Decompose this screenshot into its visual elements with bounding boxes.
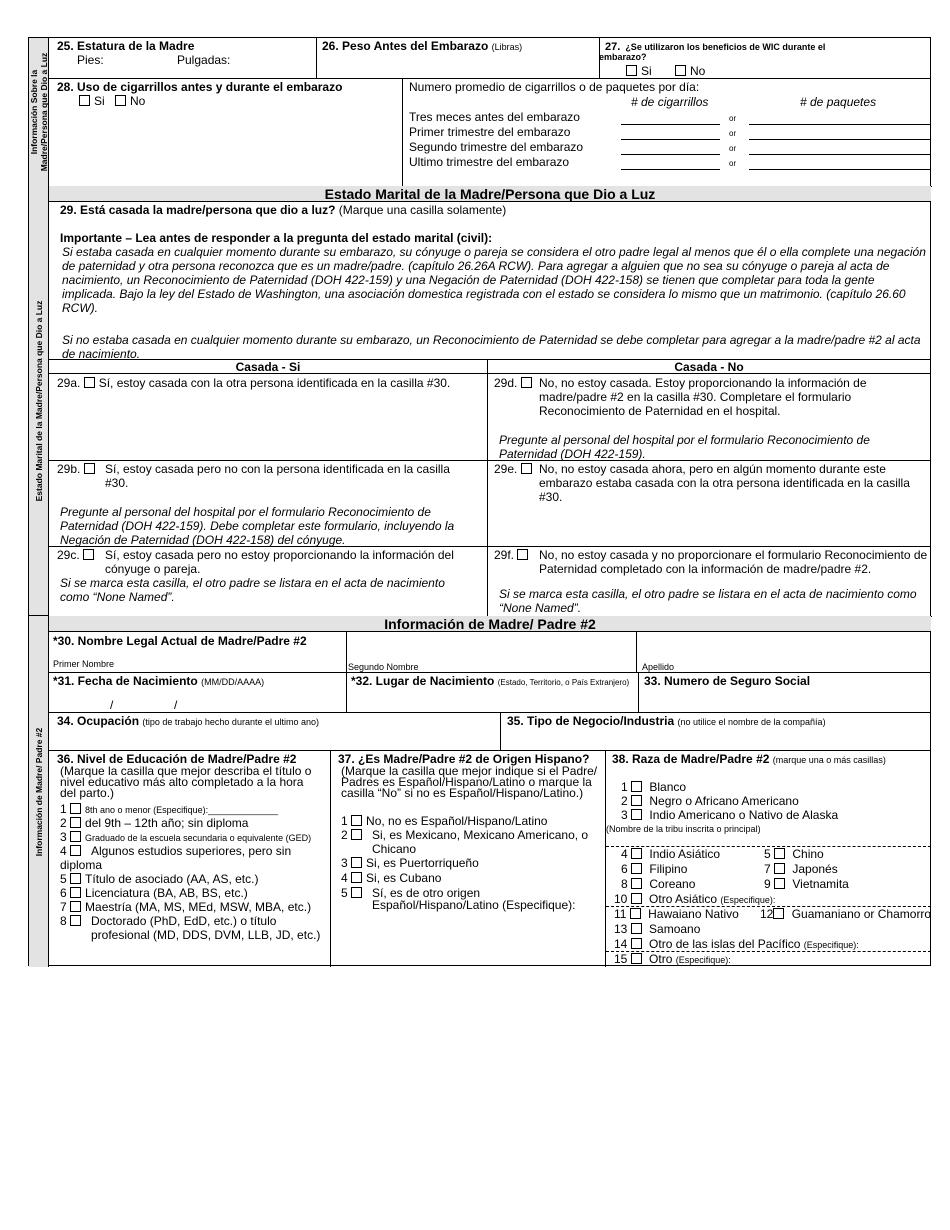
q35-label: 35. Tipo de Negocio/Industria (no utilice el nombre de la compañía): [507, 714, 826, 728]
q28-period-3: Segundo trimestre del embarazo: [409, 140, 584, 154]
q37-title: 37. ¿Es Madre/Padre #2 de Origen Hispano?: [338, 752, 590, 766]
option-29f-text: No, no estoy casada y no proporcionare el formulario Reconocimiento de Paternidad completado con la información de madre/padre #2.: [539, 548, 928, 576]
q26-label: 26. Peso Antes del Embarazo (Libras): [322, 39, 523, 53]
q37-option-3-checkbox[interactable]: [351, 857, 362, 868]
q28-col-cigarettes: # de cigarrillos: [631, 95, 709, 109]
q38-option-3[interactable]: 3 Indio Americano o Nativo de Alaska: [621, 808, 839, 822]
option-29b-text: Sí, estoy casada pero no con la persona identificada en la casilla #30.: [105, 462, 450, 490]
q36-option-1-checkbox[interactable]: [70, 803, 81, 814]
q37-note: (Marque la casilla que mejor indique si el Padre/ Padres es Español/Hispano/Latino o marque la casilla “No” si no es Español/Hispano/Latino.): [341, 764, 598, 800]
q36-option-8[interactable]: 8: [60, 914, 85, 928]
q38-option-9[interactable]: 9 Vietnamita: [764, 877, 849, 891]
q37-option-5[interactable]: 5: [341, 886, 366, 900]
q36-option-8-checkbox[interactable]: [70, 915, 81, 926]
q25-label: 25. Estatura de la Madre: [57, 39, 195, 53]
q27-question-cont: embarazo?: [599, 52, 647, 62]
q37-option-2[interactable]: 2: [341, 828, 366, 842]
option-29b-note: Pregunte al personal del hospital por el formulario Reconocimiento de Paternidad (DOH 422-159). Debe completar este formulario, incluyendo la Negación de Paternidad (DOH 422-158) del cónyuge.: [60, 505, 455, 547]
q36-option-4-text: Algunos estudios superiores, pero sin diploma: [60, 844, 292, 872]
q38-option-7[interactable]: 7 Japonés: [764, 862, 838, 876]
q28-pack-field-2[interactable]: [749, 139, 931, 140]
q31-label: *31. Fecha de Nacimiento (MM/DD/AAAA): [53, 674, 265, 688]
q38-option-5[interactable]: 5 Chino: [764, 847, 824, 861]
q37-option-2-checkbox[interactable]: [351, 829, 362, 840]
q38-tribe-label: (Nombre de la tribu inscrita o principal): [606, 824, 761, 834]
option-29c-note: Si se marca esta casilla, el otro padre se listara en el acta de nacimiento como “None Named”.: [60, 576, 445, 604]
q38-option-1[interactable]: 1 Blanco: [621, 780, 687, 794]
q36-option-2[interactable]: 2 del 9th – 12th año; sin diploma: [60, 816, 249, 830]
q30-middle-name[interactable]: Segundo Nombre: [348, 662, 419, 672]
q31-date-slash-2: /: [174, 698, 178, 712]
q38-option-4[interactable]: 4 Indio Asiático: [621, 847, 721, 861]
q37-option-1-checkbox[interactable]: [351, 815, 362, 826]
q28-cig-field-4[interactable]: [621, 169, 720, 170]
q28-period-2: Primer trimestre del embarazo: [409, 125, 571, 139]
q36-option-6-checkbox[interactable]: [70, 887, 81, 898]
option-29d-text: No, no estoy casada. Estoy proporcionando la información de madre/padre #2 en la casilla #30. Completare el formulario Reconocimiento de Paternidad en el hospital.: [539, 376, 867, 418]
q37-option-4[interactable]: 4 Si, es Cubano: [341, 871, 442, 885]
q36-option-5-checkbox[interactable]: [70, 873, 81, 884]
option-29b[interactable]: 29b.: [57, 462, 99, 476]
q38-option-8[interactable]: 8 Coreano: [621, 877, 696, 891]
marital-important: Importante – Lea antes de responder a la pregunta del estado marital (civil):: [60, 231, 493, 245]
q27-yes[interactable]: Si: [626, 64, 652, 78]
q36-option-6[interactable]: 6 Licenciatura (BA, AB, BS, etc.): [60, 886, 248, 900]
q28-no[interactable]: No: [115, 94, 145, 108]
q34-label: 34. Ocupación (tipo de trabajo hecho durante el ultimo ano): [57, 714, 319, 728]
q38-option-13-checkbox[interactable]: [631, 923, 642, 934]
q28-cig-field-3[interactable]: [621, 154, 720, 155]
q38-option-11-checkbox[interactable]: [630, 908, 641, 919]
q30-first-name[interactable]: Primer Nombre: [53, 659, 115, 669]
q30-label: *30. Nombre Legal Actual de Madre/Padre #2: [53, 634, 307, 648]
q28-yes[interactable]: Si: [79, 94, 105, 108]
29d-checkbox[interactable]: [521, 377, 532, 388]
q38-option-5-checkbox[interactable]: [774, 848, 785, 859]
q25-inches-label: Pulgadas:: [177, 53, 231, 67]
q38-title: 38. Raza de Madre/Padre #2 (marque una o más casillas): [612, 752, 886, 766]
option-29f-note: Si se marca esta casilla, el otro padre se listara en el acta de nacimiento como “None Named”.: [499, 587, 917, 615]
q28-label: 28. Uso de cigarrillos antes y durante el embarazo: [57, 80, 343, 94]
q28-cig-field-2[interactable]: [621, 139, 720, 140]
q37-option-1[interactable]: 1 No, no es Español/Hispano/Latino: [341, 814, 548, 828]
option-29e[interactable]: 29e.: [494, 462, 536, 476]
q28-pack-field-1[interactable]: [749, 124, 931, 125]
q36-option-2-checkbox[interactable]: [70, 817, 81, 828]
q28-yes-checkbox[interactable]: [79, 95, 90, 106]
parent2-band-title: Información de Madre/ Padre #2: [49, 616, 931, 632]
q28-cig-field-1[interactable]: [621, 124, 720, 125]
q28-period-4: Ultimo trimestre del embarazo: [409, 155, 570, 169]
29e-checkbox[interactable]: [521, 463, 532, 474]
q38-option-7-checkbox[interactable]: [774, 863, 785, 874]
q37-option-2-text: Si, es Mexicano, Mexicano Americano, o Chicano: [372, 828, 589, 856]
q38-option-6[interactable]: 6 Filipino: [621, 862, 688, 876]
q28-period-1: Tres meces antes del embarazo: [409, 110, 580, 124]
option-29c[interactable]: 29c.: [57, 548, 98, 562]
q38-option-6-checkbox[interactable]: [631, 863, 642, 874]
q38-option-8-checkbox[interactable]: [631, 878, 642, 889]
q38-option-2-checkbox[interactable]: [631, 795, 642, 806]
q25-feet-label: Pies:: [77, 53, 104, 67]
section-label-parent2: Información de Madre/ Padre #2: [29, 616, 49, 967]
29c-checkbox[interactable]: [83, 549, 94, 560]
q28-or-3: or: [729, 144, 737, 153]
q33-label: 33. Numero de Seguro Social: [644, 674, 811, 688]
29a-checkbox[interactable]: [84, 377, 95, 388]
q38-option-14-checkbox[interactable]: [631, 938, 642, 949]
q32-label: *32. Lugar de Nacimiento (Estado, Territorio, o País Extranjero): [351, 674, 630, 688]
section-label-marital: Estado Marital de la Madre/Persona que Dio a Luz: [29, 186, 49, 616]
marital-band-title: Estado Marital de la Madre/Persona que Dio a Luz: [49, 186, 931, 202]
form-page: [28, 37, 931, 966]
q38-option-15[interactable]: 15 Otro (Especifique):: [614, 952, 731, 966]
q38-option-15-checkbox[interactable]: [631, 953, 642, 964]
q38-option-1-checkbox[interactable]: [631, 781, 642, 792]
q27-label: 27. ¿Se utilizaron los beneficios de WIC durante el: [605, 41, 826, 53]
q37-option-4-checkbox[interactable]: [351, 872, 362, 883]
option-29d-note: Pregunte al personal del hospital por el formulario Reconocimiento de Paternidad (DOH 422-159).: [499, 433, 870, 461]
q28-or-1: or: [729, 114, 737, 123]
q28-pack-field-3[interactable]: [749, 154, 931, 155]
q38-option-10[interactable]: 10 Otro Asiático (Especifique):: [614, 892, 776, 906]
option-29d[interactable]: 29d.: [494, 376, 536, 390]
q27-no[interactable]: No: [675, 64, 705, 78]
q38-option-4-checkbox[interactable]: [631, 848, 642, 859]
q37-option-5-text: Sí, es de otro origen Español/Hispano/Latino (Especifique):: [372, 886, 576, 912]
q36-title: 36. Nivel de Educación de Madre/Padre #2: [57, 752, 297, 766]
q38-option-12[interactable]: 12 Guamaniano or Chamorro: [760, 907, 932, 921]
q29-question: 29. Está casada la madre/persona que dio a luz? (Marque una casilla solamente): [60, 203, 507, 217]
q38-option-9-checkbox[interactable]: [774, 878, 785, 889]
option-29c-text: Sí, estoy casada pero no estoy proporcionando la información del cónyuge o pareja.: [105, 548, 454, 576]
q38-option-11[interactable]: 11 Hawaiano Nativo: [614, 907, 739, 921]
q36-option-5[interactable]: 5 Título de asociado (AA, AS, etc.): [60, 872, 259, 886]
option-29e-text: No, no estoy casada ahora, pero en algún momento durante este embarazo estaba casada con la otra persona identificada en la casilla #30.: [539, 462, 910, 504]
q28-no-checkbox[interactable]: [115, 95, 126, 106]
q36-option-1[interactable]: 1 8th ano o menor (Especifique):______________: [60, 802, 279, 816]
marital-col-yes: Casada - Si: [235, 360, 301, 374]
q38-option-2[interactable]: 2 Negro o Africano Americano: [621, 794, 799, 808]
q36-option-8-text: Doctorado (PhD, EdD, etc.) o título profesional (MD, DDS, DVM, LLB, JD, etc.): [91, 914, 321, 942]
q36-option-7[interactable]: 7 Maestría (MA, MS, MEd, MSW, MBA, etc.): [60, 900, 312, 914]
q28-or-2: or: [729, 129, 737, 138]
q37-option-5-checkbox[interactable]: [351, 887, 362, 898]
q36-option-4[interactable]: 4: [60, 844, 85, 858]
q36-option-3-checkbox[interactable]: [70, 831, 81, 842]
q27-no-checkbox[interactable]: [675, 65, 686, 76]
q28-col-packs: # de paquetes: [800, 95, 877, 109]
29b-checkbox[interactable]: [84, 463, 95, 474]
option-29f[interactable]: 29f.: [494, 548, 532, 562]
q38-option-10-checkbox[interactable]: [631, 893, 642, 904]
section-label-mother-info: Información Sobre la Madre/Persona que Dio a Luz: [29, 38, 49, 187]
marital-paragraph-1: Si estaba casada en cualquier momento durante su embarazo, su cónyuge o pareja se considera el otro padre legal al menos que él o ella complete una negación de paternidad y otra persona reconozca que es un madre/padre. (capítulo 26.26A RCW). Para agregar a alguien que no sea su cónyuge o pareja al acta de nacimiento, un Reconocimiento de Paternidad (DOH 422-159) y una Negación de Paternidad (DOH 422-158) se tienen que completar para toda la gente implicada. Bajo la ley del Estado de Washington, una asociación domestica registrada con el estado se considera lo mismo que un matrimonio. (capítulo 26.60 RCW).: [62, 245, 926, 315]
q28-avg-label: Numero promedio de cigarrillos o de paquetes por día:: [409, 80, 700, 94]
q27-yes-checkbox[interactable]: [626, 65, 637, 76]
q28-pack-field-4[interactable]: [749, 169, 931, 170]
q30-last-name[interactable]: Apellido: [642, 662, 675, 672]
q36-note: (Marque la casilla que mejor describa el título o nivel educativo más alto completado a la hora del parto.): [60, 764, 312, 800]
marital-col-no: Casada - No: [674, 360, 744, 374]
29f-checkbox[interactable]: [517, 549, 528, 560]
option-29a[interactable]: 29a. Sí, estoy casada con la otra persona identificada en la casilla #30.: [57, 376, 451, 390]
q38-option-3-checkbox[interactable]: [631, 809, 642, 820]
q36-option-7-checkbox[interactable]: [70, 901, 81, 912]
q28-or-4: or: [729, 159, 737, 168]
q38-option-13[interactable]: 13 Samoano: [614, 922, 701, 936]
q38-option-14[interactable]: 14 Otro de las islas del Pacífico (Especifique):: [614, 937, 859, 951]
marital-paragraph-2: Si no estaba casada en cualquier momento durante su embarazo, un Reconocimiento de Paternidad se debe completar para agregar a la madre/padre #2 al acta de nacimiento.: [62, 333, 921, 361]
q38-option-12-checkbox[interactable]: [773, 908, 784, 919]
q36-option-3[interactable]: 3 Graduado de la escuela secundaria o equivalente (GED): [60, 830, 312, 844]
q31-date-slash-1: /: [110, 698, 114, 712]
q37-option-3[interactable]: 3 Si, es Puertorriqueño: [341, 856, 479, 870]
